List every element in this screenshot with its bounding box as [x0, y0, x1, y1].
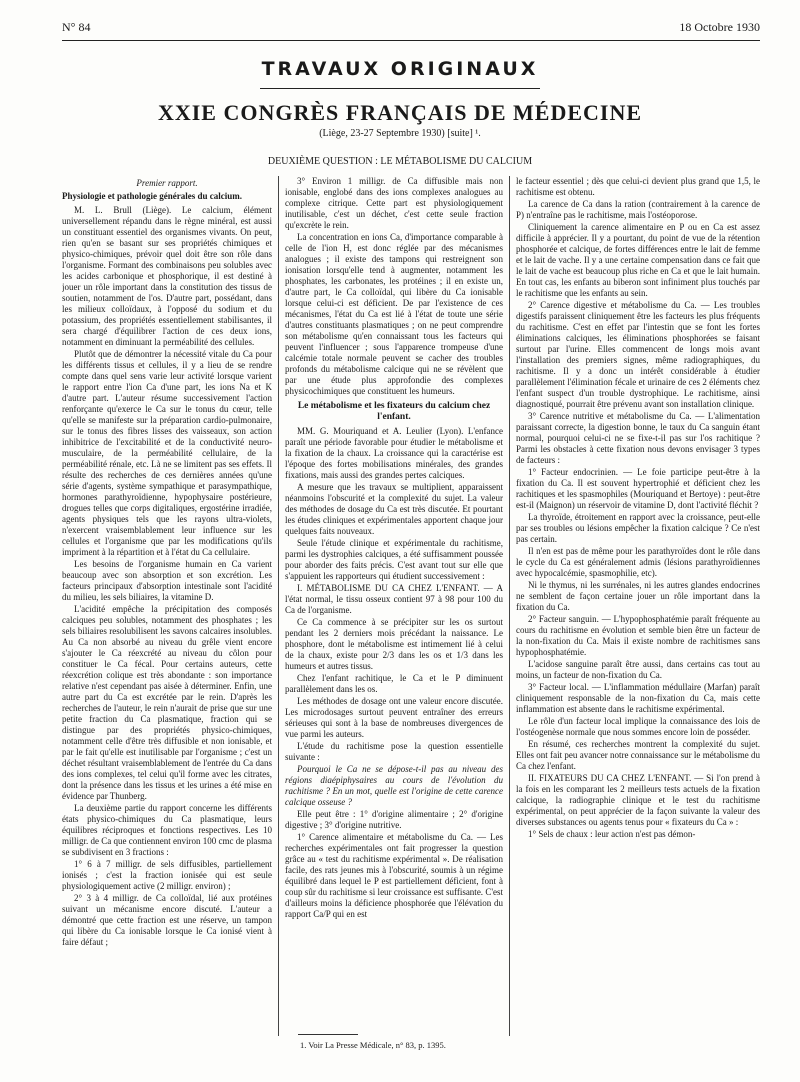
column-2: [285, 176, 503, 1056]
rapport-label: Premier rapport.: [136, 178, 198, 188]
paragraph: 1° Carence alimentaire et métabolisme du Ca. — Les recherches expérimentales ont fait progresser la question grâce au « test du rachitisme expérimental ». De réalisation facile, des rats jeunes mis à l'obscurité, soumis à un régime équilibré dans lequel le P est partiellement déficient, font à coup sûr du rachitisme si leur croissance est suffisante. C'est d'ailleurs moins la déficience phosphorée que l'élévation du rapport Ca/P qui en est: [285, 832, 503, 919]
paragraph: A mesure que les travaux se multiplient, apparaissent néanmoins l'obscurité et la complexité du sujet. La valeur des méthodes de dosage du Ca est très discutée. Et pourtant les études cliniques et expérimentales apportent chaque jour quelques faits nouveaux.: [285, 482, 503, 536]
question-title: DEUXIÈME QUESTION : LE MÉTABOLISME DU CALCIUM: [267, 156, 533, 167]
paragraph: Ce Ca commence à se précipiter sur les os surtout pendant les 2 derniers mois précédant la naissance. Le phosphore, dont le métabolisme est intimement lié à celui de la chaux, existe pour 2/3 dans les os et 1/3 dans les humeurs et autres tissus.: [285, 617, 503, 671]
paragraph: 3° Facteur local. — L'inflammation médullaire (Marfan) paraît cliniquement responsable de la non-fixation du Ca, mais cette inflammation est absente dans le rachitisme expérimental.: [516, 682, 760, 714]
column-divider: [509, 176, 510, 1036]
paragraph: Les méthodes de dosage ont une valeur encore discutée. Les microdosages surtout peuvent entraîner des erreurs sérieuses qui sont à la base de nombreuses divergences de vue parmi les auteurs.: [285, 696, 503, 739]
paragraph: 2° Carence digestive et métabolisme du Ca. — Les troubles digestifs paraissent cliniquement être les facteurs les plus fréquents du rachitisme. C'est en effet par l'intestin que se font les fortes éliminations calciques, les éliminations phosphorées se faisant surtout par l'urine. Elles commencent de longs mois avant l'installation des premiers signes, même radiographiques, du rachitisme. Il y a donc un intérêt considérable à étudier parallèlement l'élimination fécale et urinaire de ces 2 éléments chez l'enfant suspect d'un trouble dystrophique. Le rachitisme, ainsi diagnostiqué, pourrait être prévenu avant son installation clinique.: [516, 300, 760, 409]
paragraph: L'acidité empêche la précipitation des composés calciques peu solubles, notamment des phosphates ; les sels biliaires resolubilisent les savons calcaires insolubles. Au Ca non absorbé au niveau du grêle vient encore s'ajouter le Ca réexcrété au niveau du côlon pour constituer le Ca fécal. Pour certains auteurs, cette réexcrétion colique est très abondante : son importance relative n'est cependant pas aisée à déterminer. Enfin, une autre part du Ca est excrétée par le rein. D'après les recherches de l'auteur, le rein n'aurait de prise que sur une petite fraction du Ca plasmatique, fraction qui se distingue par des propriétés physico-chimiques, notamment celle d'être très diffusible et non ionisable, et par le fait qu'elle est inutilisable par l'organisme ; c'est un déchet résultant vraisemblablement de l'entrée du Ca dans des ions complexes, tel celui qu'il forme avec les citrates, dont la présence dans les tissus et les urines a été mise en évidence par Thunberg.: [62, 604, 272, 801]
congress-subtitle: (Liège, 23-27 Septembre 1930) [suite] ¹.: [319, 128, 481, 139]
paragraph: Chez l'enfant rachitique, le Ca et le P diminuent parallèlement dans les os.: [285, 673, 503, 694]
section-title: TRAVAUX ORIGINAUX: [261, 58, 539, 80]
paragraph: En résumé, ces recherches montrent la complexité du sujet. Elles ont fait peu avancer notre connaissance sur le métabolisme du Ca chez l'enfant.: [516, 739, 760, 771]
paragraph: M. L. Brull (Liège). Le calcium, élément universellement répandu dans le règne minéral, est aussi un constituant essentiel des organismes vivants. On peut, rien qu'en se basant sur ses propriétés chimiques et physico-chimiques, prévoir quel doit être son rôle dans l'organisme. Formant des combinaisons peu solubles avec les acides carbonique et phosphorique, il est destiné à jouer un rôle important dans la constitution des tissus de soutien, notamment de l'os. D'autre part, possédant, dans les milieux colloïdaux, à l'opposé du sodium et du potassium, des propriétés essentiellement stabilisantes, il sera chargé d'équilibrer l'action de ces deux ions, notamment en diminuant la perméabilité des cellules.: [62, 205, 272, 347]
column-3: [516, 176, 760, 1056]
paragraph: Cliniquement la carence alimentaire en P ou en Ca est assez difficile à apprécier. Il y a pourtant, du point de vue de la rétention phosphorée et calcique, de fortes différences entre le lait de femme et le lait de vache. Il y a une certaine compensation dans ce fait que le lait de vache est beaucoup plus riche en Ca et que le lait humain. En tout cas, les enfants au biberon sont infiniment plus touchés par le rachitisme que les enfants au sein.: [516, 222, 760, 298]
paragraph: II. FIXATEURS DU CA CHEZ L'ENFANT. — Si l'on prend à la fois en les comparant les 2 meilleurs tests actuels de la fixation calcique, la radiographie clinique et le test du rachitisme expérimental, on peut apprécier de la façon suivante la valeur des diverses substances ou agents tenus pour « fixateurs du Ca » :: [516, 773, 760, 827]
paragraph: Il n'en est pas de même pour les parathyroïdes dont le rôle dans le cycle du Ca est généralement admis (lésions parathyroïdiennes avec hypocalcémie, spasmophilie, etc).: [516, 546, 760, 578]
paragraph: 1° Facteur endocrinien. — Le foie participe peut-être à la fixation du Ca. Il est souvent hypertrophié et déficient chez les rachitiques et les spasmophiles (Mouriquand et Bertoye) : peut-être est-il (Maignon) un réservoir de vitamine D, dont l'activité fléchit ?: [516, 467, 760, 510]
paragraph: I. MÉTABOLISME DU CA CHEZ L'ENFANT. — A l'état normal, le tissu osseux contient 97 à 98 pour 100 du Ca de l'organisme.: [285, 583, 503, 615]
paragraph: 2° 3 à 4 milligr. de Ca colloïdal, lié aux protéines suivant un mécanisme encore discuté. L'auteur a démontré que cette fraction est une réserve, un tampon qui libère du Ca ionisable lorsque le Ca ionisé vient à faire défaut ;: [62, 893, 272, 947]
article-heading: Physiologie et pathologie générales du calcium.: [62, 191, 242, 201]
article-heading: Le métabolisme et les fixateurs du calcium chez l'enfant.: [297, 401, 491, 422]
paragraph: Les besoins de l'organisme humain en Ca varient beaucoup avec son absorption et son excrétion. Les facteurs principaux d'absorption intestinale sont l'acidité du milieu, les sels biliaires, la vitamine D.: [62, 559, 272, 602]
issue-date: 18 Octobre 1930: [679, 20, 760, 34]
paragraph: 3° Environ 1 milligr. de Ca diffusible mais non ionisable, englobé dans des ions complexes analogues au complexe citrique. Cette part est physiologiquement inutilisable, c'est un déchet, c'est cette seule fraction qu'excrète le rein.: [285, 176, 503, 230]
paragraph: Seule l'étude clinique et expérimentale du rachitisme, parmi les dystrophies calciques, a été suffisamment poussée pour aborder des faits précis. C'est avant tout sur elle que s'appuient les rapporteurs qui étudient successivement :: [285, 538, 503, 581]
footnote-rule: [298, 1034, 358, 1035]
column-1: [62, 176, 272, 1056]
column-divider: [278, 176, 279, 1036]
paragraph: Elle peut être : 1° d'origine alimentaire ; 2° d'origine digestive ; 3° d'origine nutritive.: [285, 809, 503, 830]
paragraph: L'étude du rachitisme pose la question essentielle suivante :: [285, 741, 503, 762]
paragraph: La thyroïde, étroitement en rapport avec la croissance, peut-elle par ses troubles ou lésions empêcher la fixation calcique ? Ce n'est pas certain.: [516, 512, 760, 544]
paragraph: 3° Carence nutritive et métabolisme du Ca. — L'alimentation paraissant correcte, la digestion bonne, le taux du Ca sanguin étant normal, pourquoi celui-ci ne se fixe-t-il pas sur l'os rachitique ? Parmi les obstacles à cette fixation nous devons envisager 3 types de facteurs :: [516, 411, 760, 465]
paragraph: La concentration en ions Ca, d'importance comparable à celle de l'ion H, est donc réglée par des mécanismes analogues ; il existe des tampons qui restreignent son ionisation lorsqu'elle tend à augmenter, notamment les phosphates, les carbonates, les protéines ; il en existe un, d'autre part, le Ca colloïdal, qui libère du Ca ionisable lorsque celui-ci est déficient. De par l'existence de ces mécanismes, l'état du Ca est lié à l'état de toute une série d'autres constituants plasmatiques ; on ne peut comprendre son métabolisme qu'en connaissant tous les facteurs qui peuvent l'influencer ; sous l'apparence trompeuse d'une calcémie totale normale peuvent se cacher des troubles profonds du métabolisme calcique qui ne se révèlent que par une étude plus approfondie des complexes physicochimiques que constituent les humeurs.: [285, 232, 503, 396]
page-number: N° 84: [62, 20, 91, 34]
paragraph: Ni le thymus, ni les surrénales, ni les autres glandes endocrines ne semblent de façon certaine jouer un rôle important dans la fixation du Ca.: [516, 580, 760, 612]
footnote: 1. Voir La Presse Médicale, n° 83, p. 1395.: [300, 1040, 446, 1050]
title-rule: [260, 88, 540, 89]
paragraph: L'acidose sanguine paraît être aussi, dans certains cas tout au moins, un facteur de non-fixation du Ca.: [516, 659, 760, 680]
paragraph: MM. G. Mouriquand et A. Leulier (Lyon). L'enfance paraît une période favorable pour étudier le métabolisme et la fixation de la chaux. La croissance qui la caractérise est l'époque des fortes mobilisations minérales, des grandes fixations, mais aussi des grandes pertes calciques.: [285, 426, 503, 480]
paragraph: 2° Facteur sanguin. — L'hypophosphatémie paraît fréquente au cours du rachitisme en évolution et semble bien être un facteur de la non-fixation du Ca. Mais il existe nombre de rachitismes sans hypophosphatémie.: [516, 614, 760, 657]
paragraph: le facteur essentiel ; dès que celui-ci devient plus grand que 1,5, le rachitisme est obtenu.: [516, 176, 760, 197]
paragraph: La carence de Ca dans la ration (contrairement à la carence de P) n'entraîne pas le rachitisme, mais l'ostéoporose.: [516, 199, 760, 220]
paragraph: 1° 6 à 7 milligr. de sels diffusibles, partiellement ionisés ; c'est la fraction ionisée qui est seule physiologiquement active (2 milligr. environ) ;: [62, 859, 272, 891]
paragraph: Plutôt que de démontrer la nécessité vitale du Ca pour les différents tissus et cellules, il y a lieu de se rendre compte dans quel sens varie leur activité lorsque varient le rapport entre l'ion Ca d'une part, les ions Na et K d'autre part. L'auteur résume successivement l'action renforçante qu'exerce le Ca sur le tonus du cœur, telle qu'elle se manifeste sur la préparation cardio-pulmonaire, sur le tonus des fibres lisses des vaisseaux, son action inhibitrice de l'excitabilité et de la conductivité neuro-musculaire, de la perméabilité cellulaire, de la perméabilité rénale, etc. Là ne se limitent pas ses effets. Il résulte des recherches de ces dernières années qu'une série d'agents, système sympathique et parasympathique, hormones parathyroïdienne, hypophysaire postérieure, drogues telles que corps digitaliques, ergostérine irradiée, agents physiques tels que les rayons ultra-violets, n'exercent vraisemblablement leur influence sur les cellules et l'organisme que par les modifications qu'ils impriment à la répartition et à l'état du Ca cellulaire.: [62, 349, 272, 557]
congress-title: XXIE CONGRÈS FRANÇAIS DE MÉDECINE: [157, 100, 643, 125]
paragraph: La deuxième partie du rapport concerne les différents états physico-chimiques du Ca plasmatique, leurs équilibres réciproques et fonctions respectives. Les 10 milligr. de Ca que contiennent environ 100 cmc de plasma se subdivisent en 3 fractions :: [62, 803, 272, 857]
header-rule: [62, 40, 760, 41]
paragraph: Le rôle d'un facteur local implique la connaissance des lois de l'ostéogenèse normale que nous sommes encore loin de posséder.: [516, 716, 760, 737]
paragraph: Pourquoi le Ca ne se dépose-t-il pas au niveau des régions diaépiphysaires au cours de l'évolution du rachitisme ? En un mot, quelle est l'origine de cette carence calcique osseuse ?: [285, 764, 503, 807]
paragraph: 1° Sels de chaux : leur action n'est pas démon-: [528, 829, 696, 839]
